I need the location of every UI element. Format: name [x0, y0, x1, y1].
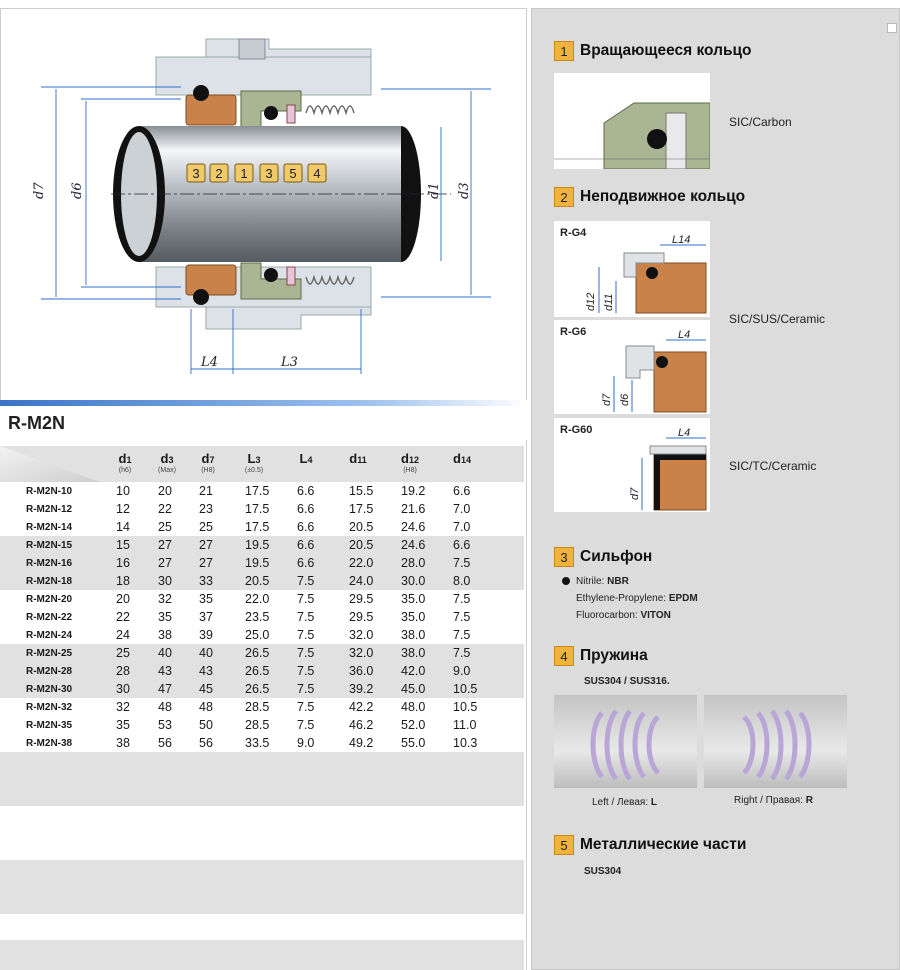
value-cell: 26.5 [245, 664, 270, 678]
column-header: L3 (±0.5) [244, 451, 264, 474]
table-row [0, 482, 524, 500]
value-cell: 17.5 [349, 502, 374, 516]
value-cell: 20.5 [349, 538, 374, 552]
value-cell: 7.5 [297, 718, 315, 732]
value-cell: 30.0 [401, 574, 426, 588]
value-cell: 7.5 [297, 610, 315, 624]
value-cell: 24.0 [349, 574, 374, 588]
value-cell: 30 [116, 682, 130, 696]
value-cell: 18 [116, 574, 130, 588]
value-cell: 6.6 [297, 538, 315, 552]
value-cell: 7.5 [297, 664, 315, 678]
stationary-ring-g6 [554, 320, 710, 414]
value-cell: 28.5 [245, 700, 270, 714]
value-cell: 24 [116, 628, 130, 642]
callout-2: 2 [215, 166, 223, 181]
value-cell: 56 [199, 736, 213, 750]
section-4-number: 4 [554, 646, 574, 666]
g60-code: R-G60 [560, 424, 593, 436]
bellow-line-viton: Fluorocarbon: VITON [576, 610, 671, 621]
value-cell: 10.5 [453, 700, 478, 714]
value-cell: 45 [199, 682, 213, 696]
value-cell: 38 [158, 628, 172, 642]
g6-d6: d6 [619, 393, 631, 406]
value-cell: 46.2 [349, 718, 374, 732]
value-cell: 8.0 [453, 574, 471, 588]
value-cell: 32 [116, 700, 130, 714]
value-cell: 35 [199, 592, 213, 606]
value-cell: 25 [116, 646, 130, 660]
column-header: d11 [349, 451, 367, 466]
dim-d6: d6 [70, 182, 85, 199]
value-cell: 15.5 [349, 484, 374, 498]
table-row [0, 734, 524, 752]
model-cell: R-M2N-10 [26, 486, 73, 497]
section-5-number: 5 [554, 835, 574, 855]
value-cell: 9.0 [297, 736, 315, 750]
value-cell: 10 [116, 484, 130, 498]
table-row [0, 590, 524, 608]
seal-cross-section [1, 9, 526, 404]
callout-3: 1 [240, 166, 248, 181]
table-row [0, 716, 524, 734]
value-cell: 7.5 [453, 592, 471, 606]
column-header: d7 (H8) [201, 451, 215, 474]
model-cell: R-M2N-14 [26, 522, 73, 533]
value-cell: 47 [158, 682, 172, 696]
value-cell: 20 [116, 592, 130, 606]
value-cell: 7.0 [453, 502, 471, 516]
table-row [0, 662, 524, 680]
value-cell: 11.0 [453, 718, 477, 732]
g4-d12: d12 [585, 292, 597, 311]
value-cell: 55.0 [401, 736, 426, 750]
model-cell: R-M2N-38 [26, 738, 73, 749]
value-cell: 19.5 [245, 556, 270, 570]
model-cell: R-M2N-20 [26, 594, 73, 605]
section-2-header [554, 187, 745, 207]
section-5-header [554, 835, 746, 855]
dim-L4: L4 [201, 355, 218, 370]
value-cell: 42.2 [349, 700, 374, 714]
g60-d7: d7 [629, 487, 641, 500]
spring-right-image [704, 695, 847, 788]
value-cell: 32.0 [349, 646, 374, 660]
value-cell: 24.6 [401, 538, 426, 552]
column-header: d12 (H8) [401, 451, 419, 474]
seal-drawing [0, 8, 527, 405]
value-cell: 7.5 [453, 610, 471, 624]
column-header: d1 (h6) [118, 451, 132, 474]
value-cell: 43 [199, 664, 213, 678]
value-cell: 39.2 [349, 682, 374, 696]
model-cell: R-M2N-24 [26, 630, 73, 641]
value-cell: 27 [158, 556, 172, 570]
dim-d3: d3 [457, 182, 472, 199]
model-cell: R-M2N-30 [26, 684, 73, 695]
section-1-material: SIC/Carbon [729, 115, 792, 129]
value-cell: 7.5 [297, 628, 315, 642]
value-cell: 23.5 [245, 610, 270, 624]
value-cell: 17.5 [245, 520, 270, 534]
g4-code: R-G4 [560, 227, 587, 239]
value-cell: 48 [199, 700, 213, 714]
value-cell: 38 [116, 736, 130, 750]
model-cell: R-M2N-35 [26, 720, 73, 731]
value-cell: 50 [199, 718, 213, 732]
dimension-table [0, 440, 527, 970]
section-1-number: 1 [554, 41, 574, 61]
value-cell: 33.5 [245, 736, 270, 750]
value-cell: 26.5 [245, 646, 270, 660]
value-cell: 29.5 [349, 610, 374, 624]
value-cell: 7.5 [453, 646, 471, 660]
callout-5: 5 [289, 166, 297, 181]
value-cell: 14 [116, 520, 130, 534]
value-cell: 23 [199, 502, 213, 516]
value-cell: 6.6 [297, 556, 315, 570]
value-cell: 40 [158, 646, 172, 660]
g6-len: L4 [678, 329, 691, 341]
section-3-header [554, 547, 652, 567]
value-cell: 35.0 [401, 610, 426, 624]
value-cell: 17.5 [245, 484, 270, 498]
value-cell: 6.6 [297, 520, 315, 534]
table-filler [0, 752, 524, 806]
value-cell: 15 [116, 538, 130, 552]
value-cell: 48 [158, 700, 172, 714]
value-cell: 26.5 [245, 682, 270, 696]
rotating-ring-image [554, 73, 710, 169]
value-cell: 6.6 [453, 484, 471, 498]
g4-g6-material: SIC/SUS/Ceramic [729, 312, 826, 326]
value-cell: 53 [158, 718, 172, 732]
table-row [0, 500, 524, 518]
value-cell: 32.0 [349, 628, 374, 642]
value-cell: 28 [116, 664, 130, 678]
value-cell: 25 [158, 520, 172, 534]
value-cell: 37 [199, 610, 213, 624]
value-cell: 19.5 [245, 538, 270, 552]
value-cell: 25 [199, 520, 213, 534]
value-cell: 27 [199, 538, 213, 552]
table-row [0, 554, 524, 572]
value-cell: 49.2 [349, 736, 374, 750]
bellow-line-epdm: Ethylene-Propylene: EPDM [576, 593, 698, 604]
value-cell: 22 [116, 610, 130, 624]
g60-material: SIC/TC/Ceramic [729, 459, 817, 473]
g6-code: R-G6 [560, 326, 587, 338]
table-row [0, 536, 524, 554]
value-cell: 29.5 [349, 592, 374, 606]
column-header: L4 [299, 451, 313, 466]
value-cell: 7.5 [453, 628, 471, 642]
section-4-title: Пружина [580, 647, 648, 664]
model-cell: R-M2N-28 [26, 666, 73, 677]
column-header: d14 [453, 451, 471, 466]
value-cell: 21 [199, 484, 213, 498]
model-cell: R-M2N-12 [26, 504, 73, 515]
table-body [0, 482, 524, 752]
g4-d11: d11 [603, 293, 615, 311]
value-cell: 19.2 [401, 484, 426, 498]
stationary-ring-g4 [554, 221, 710, 317]
value-cell: 40 [199, 646, 213, 660]
panel-corner [887, 23, 897, 33]
model-title: R-M2N [8, 413, 65, 433]
model-cell: R-M2N-18 [26, 576, 73, 587]
title-divider [0, 400, 527, 406]
section-3-title: Сильфон [580, 548, 653, 565]
value-cell: 30 [158, 574, 172, 588]
table-header [0, 446, 524, 482]
section-4-header [554, 646, 648, 666]
value-cell: 56 [158, 736, 172, 750]
value-cell: 32 [158, 592, 172, 606]
value-cell: 10.3 [453, 736, 478, 750]
value-cell: 7.5 [297, 700, 315, 714]
value-cell: 48.0 [401, 700, 426, 714]
callout-6: 4 [313, 166, 321, 181]
rotating-ring-drawing [554, 73, 710, 169]
value-cell: 28.0 [401, 556, 426, 570]
value-cell: 7.0 [453, 520, 471, 534]
model-cell: R-M2N-16 [26, 558, 73, 569]
value-cell: 43 [158, 664, 172, 678]
value-cell: 52.0 [401, 718, 426, 732]
spring-left-image [554, 695, 697, 788]
bullet-icon [562, 577, 570, 585]
table-row [0, 680, 524, 698]
value-cell: 24.6 [401, 520, 426, 534]
section-2-number: 2 [554, 187, 574, 207]
model-cell: R-M2N-32 [26, 702, 73, 713]
value-cell: 20.5 [245, 574, 270, 588]
value-cell: 45.0 [401, 682, 426, 696]
value-cell: 7.5 [297, 592, 315, 606]
metal-parts-material: SUS304 [584, 866, 622, 877]
section-3-number: 3 [554, 547, 574, 567]
spring-right-caption: Right / Правая: R [734, 795, 813, 806]
value-cell: 36.0 [349, 664, 374, 678]
table-row [0, 698, 524, 716]
value-cell: 20.5 [349, 520, 374, 534]
value-cell: 21.6 [401, 502, 426, 516]
value-cell: 35 [158, 610, 172, 624]
spring-left-caption: Left / Левая: L [592, 797, 657, 808]
spring-left-drawing [554, 695, 697, 788]
value-cell: 33 [199, 574, 213, 588]
value-cell: 28.5 [245, 718, 270, 732]
stationary-ring-g60 [554, 418, 710, 512]
table-filler [0, 860, 524, 914]
value-cell: 6.6 [453, 538, 471, 552]
value-cell: 7.5 [297, 682, 315, 696]
model-cell: R-M2N-15 [26, 540, 73, 551]
value-cell: 6.6 [297, 502, 315, 516]
dim-L3: L3 [281, 355, 298, 370]
table-row [0, 518, 524, 536]
value-cell: 42.0 [401, 664, 426, 678]
g60-len: L4 [678, 427, 691, 439]
value-cell: 38.0 [401, 628, 426, 642]
section-1-header [554, 41, 752, 61]
value-cell: 9.0 [453, 664, 471, 678]
dim-d7: d7 [32, 182, 47, 199]
table-row [0, 572, 524, 590]
callout-4: 3 [265, 166, 273, 181]
value-cell: 27 [199, 556, 213, 570]
right-panel [531, 8, 900, 970]
value-cell: 10.5 [453, 682, 478, 696]
table-row [0, 626, 524, 644]
value-cell: 7.5 [453, 556, 471, 570]
spring-right-drawing [704, 695, 847, 788]
section-1-title: Вращающееся кольцо [580, 42, 752, 59]
value-cell: 22 [158, 502, 172, 516]
value-cell: 22.0 [245, 592, 270, 606]
g4-len: L14 [672, 234, 691, 246]
value-cell: 12 [116, 502, 130, 516]
section-5-title: Металлические части [580, 836, 747, 853]
value-cell: 35 [116, 718, 130, 732]
bellow-line-nbr: Nitrile: NBR [562, 576, 629, 587]
column-header: d3 (Max) [158, 451, 176, 474]
g6-d7: d7 [601, 393, 613, 406]
value-cell: 25.0 [245, 628, 270, 642]
callout-1: 3 [192, 166, 200, 181]
value-cell: 35.0 [401, 592, 426, 606]
model-cell: R-M2N-25 [26, 648, 73, 659]
value-cell: 6.6 [297, 484, 315, 498]
value-cell: 20 [158, 484, 172, 498]
value-cell: 22.0 [349, 556, 374, 570]
value-cell: 16 [116, 556, 130, 570]
value-cell: 39 [199, 628, 213, 642]
section-2-title: Неподвижное кольцо [580, 188, 746, 205]
header-corner [0, 446, 100, 482]
value-cell: 17.5 [245, 502, 270, 516]
table-row [0, 644, 524, 662]
model-cell: R-M2N-22 [26, 612, 73, 623]
value-cell: 7.5 [297, 574, 315, 588]
dim-d1: d1 [427, 182, 442, 199]
value-cell: 7.5 [297, 646, 315, 660]
table-filler [0, 940, 524, 970]
table-row [0, 608, 524, 626]
spring-material: SUS304 / SUS316. [584, 676, 670, 687]
value-cell: 27 [158, 538, 172, 552]
value-cell: 38.0 [401, 646, 426, 660]
